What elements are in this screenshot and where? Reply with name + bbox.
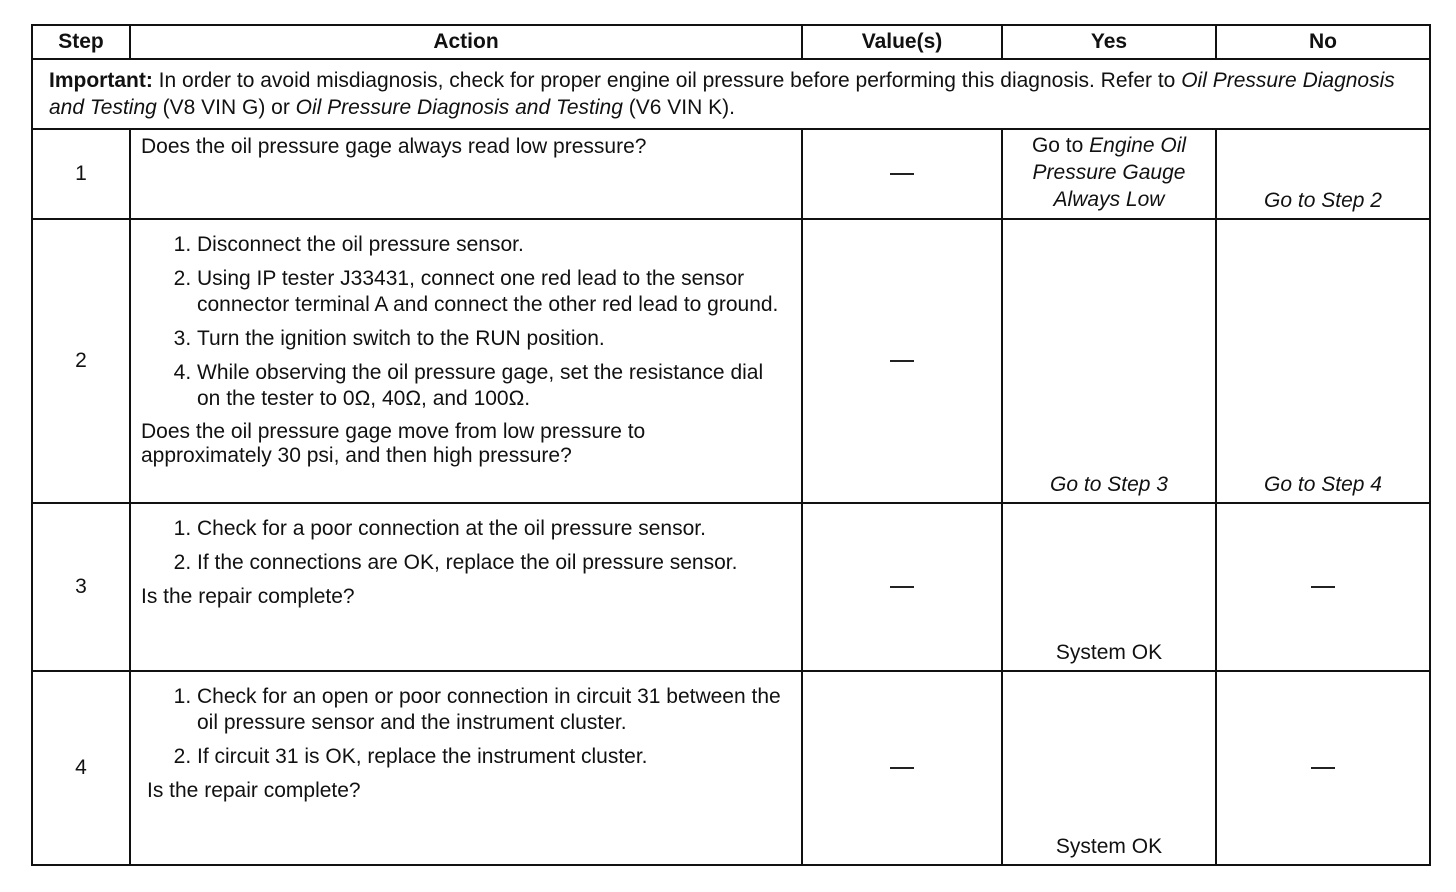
important-ref-1: Oil Pressure Diagnosis and Testing [49,69,1395,119]
table-row [32,129,1430,219]
action-cell [130,129,802,219]
value-dash [890,586,914,588]
value-dash [890,360,914,362]
action-cell [130,219,802,503]
yes-cell [1002,129,1216,219]
step-question: Is the repair complete? [141,585,355,608]
step-number: 1 [32,129,130,219]
step-question: Does the oil pressure gage move from low pressure to approximately 30 psi, and then high pressure? [141,420,646,467]
value-cell [802,671,1002,865]
action-list [141,516,781,576]
yes-cell [1002,503,1216,671]
action-cell [130,671,802,865]
important-text-2: (V8 VIN G) or [156,96,296,119]
action-item: 1. Check for an open or poor connection in circuit 31 between the oil pressure sensor and the instrument cluster. [197,684,781,736]
value-dash [890,173,914,175]
yes-cell [1002,219,1216,503]
header-action: Action [130,25,802,59]
important-ref-2: Oil Pressure Diagnosis and Testing [295,96,623,119]
table-row [32,503,1430,671]
important-row [32,59,1430,129]
no-dash [1311,767,1335,769]
important-note [32,59,1430,129]
step-question: Is the repair complete? [147,779,361,802]
step-number: 4 [32,671,130,865]
no-cell [1216,129,1430,219]
no-dash [1311,586,1335,588]
no-cell [1216,671,1430,865]
yes-result: System OK [1055,641,1163,664]
no-cell [1216,219,1430,503]
yes-cell [1002,671,1216,865]
diagnostic-document [31,24,1429,866]
action-list [141,684,781,770]
table-row [32,671,1430,865]
step-number: 2 [32,219,130,503]
header-step: Step [32,25,130,59]
action-item: 2. Using IP tester J33431, connect one red lead to the sensor connector terminal A and connect the other red lead to ground. [197,266,781,318]
value-cell [802,129,1002,219]
action-item: 2. If the connections are OK, replace the oil pressure sensor. [197,550,781,576]
action-item: 1. Disconnect the oil pressure sensor. [197,232,781,258]
no-cell [1216,503,1430,671]
important-text-3: (V6 VIN K). [622,96,735,119]
step-question: Does the oil pressure gage always read low pressure? [141,135,647,158]
value-dash [890,767,914,769]
value-cell [802,219,1002,503]
action-list [141,232,781,412]
yes-goto[interactable]: Go to Step 3 [1050,473,1168,496]
value-cell [802,503,1002,671]
no-goto[interactable]: Go to Step 2 [1264,189,1382,212]
yes-result: System OK [1055,835,1163,858]
no-goto[interactable]: Go to Step 4 [1264,473,1382,496]
header-values: Value(s) [802,25,1002,59]
action-item: 3. Turn the ignition switch to the RUN position. [197,326,781,352]
table-row [32,219,1430,503]
header-yes: Yes [1002,25,1216,59]
important-text-1: In order to avoid misdiagnosis, check for proper engine oil pressure before performing this diagnosis. Refer to [152,69,1182,92]
header-no: No [1216,25,1430,59]
diagnostic-table [31,24,1431,866]
header-row [32,25,1430,59]
action-item: 4. While observing the oil pressure gage, set the resistance dial on the tester to 0Ω, 40Ω, and 100Ω. [197,360,781,412]
action-item: 1. Check for a poor connection at the oil pressure sensor. [197,516,781,542]
yes-ref-link[interactable]: Engine Oil Pressure Gauge Always Low [1032,134,1187,211]
yes-reference [1003,132,1215,213]
action-cell [130,503,802,671]
step-number: 3 [32,503,130,671]
action-item: 2. If circuit 31 is OK, replace the instrument cluster. [197,744,781,770]
important-label: Important: [49,69,153,92]
yes-prefix: Go to [1031,134,1090,157]
